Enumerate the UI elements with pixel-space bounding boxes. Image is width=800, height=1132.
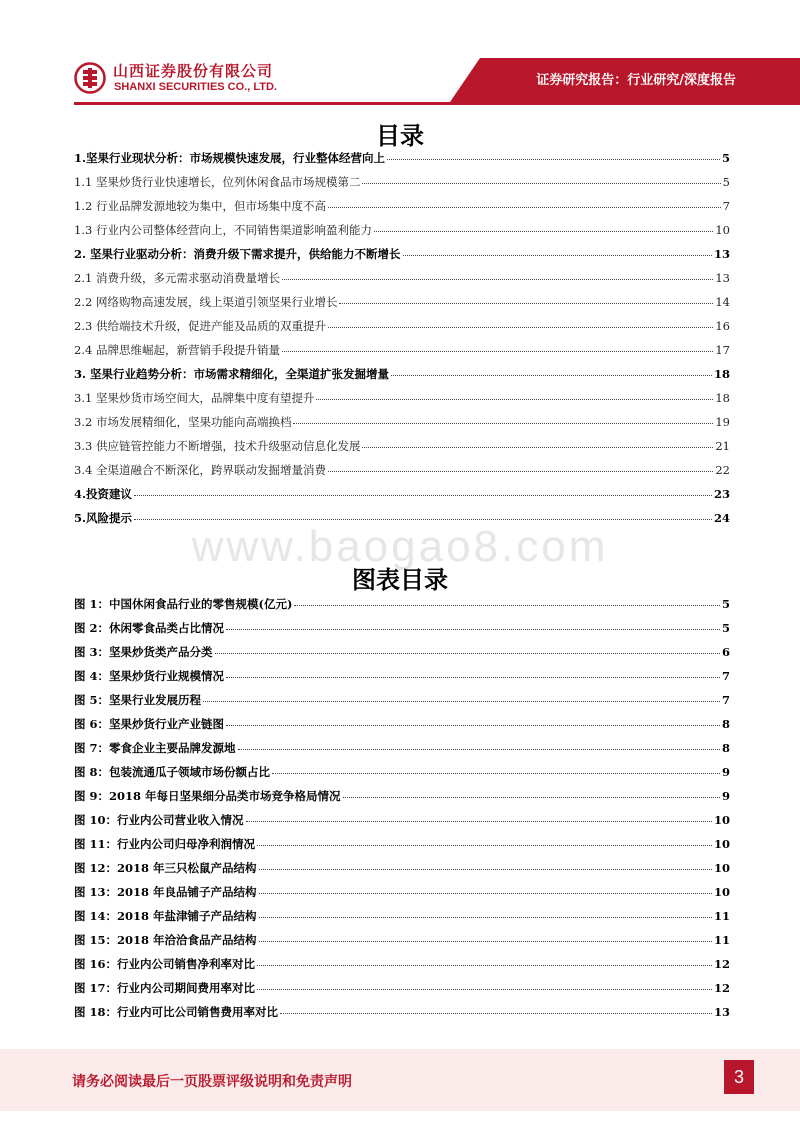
report-type: 证券研究报告：行业研究/深度报告 xyxy=(536,73,736,88)
figure-entry[interactable] xyxy=(74,716,730,740)
dot-leader xyxy=(226,677,720,678)
toc-entry-page: 5 xyxy=(721,151,730,165)
figure-entry[interactable] xyxy=(74,836,730,860)
dot-leader xyxy=(203,701,720,702)
toc-entry-page: 17 xyxy=(715,343,730,357)
toc-entry-title: 3.3 供应链管控能力不断增强，技术升级驱动信息化发展 xyxy=(74,439,361,453)
toc-entry-page: 14 xyxy=(715,295,730,309)
figure-entry[interactable] xyxy=(74,764,730,788)
dot-leader xyxy=(215,653,720,654)
toc-entry-page: 18 xyxy=(715,391,730,405)
toc-entry-title: 3.2 市场发展精细化，坚果功能向高端换档 xyxy=(74,415,292,429)
company-name-cn: 山西证券股份有限公司 xyxy=(113,62,274,80)
dot-leader xyxy=(272,773,720,774)
toc-entry[interactable] xyxy=(74,222,730,246)
toc-entry[interactable] xyxy=(74,462,730,486)
dot-leader xyxy=(328,471,713,472)
dot-leader xyxy=(259,869,712,870)
figure-entry-page: 8 xyxy=(721,717,730,731)
toc-entry-title: 2.2 网络购物高速发展，线上渠道引领坚果行业增长 xyxy=(74,295,338,309)
toc-entry[interactable] xyxy=(74,366,730,390)
figure-entry-title: 图 12：2018 年三只松鼠产品结构 xyxy=(74,861,257,875)
dot-leader xyxy=(362,447,713,448)
figure-entry-page: 10 xyxy=(713,885,730,899)
figure-entry[interactable] xyxy=(74,668,730,692)
company-name-en: SHANXI SECURITIES CO., LTD. xyxy=(114,81,277,93)
figure-entry[interactable] xyxy=(74,860,730,884)
dot-leader xyxy=(362,183,720,184)
toc-entry-title: 3.4 全渠道融合不断深化，跨界联动发掘增量消费 xyxy=(74,463,326,477)
dot-leader xyxy=(257,845,712,846)
toc-entry-title: 2.3 供给端技术升级，促进产能及品质的双重提升 xyxy=(74,319,326,333)
dot-leader xyxy=(282,279,713,280)
company-logo-icon xyxy=(74,62,106,94)
dot-leader xyxy=(259,941,712,942)
figure-entry[interactable] xyxy=(74,740,730,764)
toc-entry-title: 2. 坚果行业驱动分析：消费升级下需求提升，供给能力不断增长 xyxy=(74,247,401,261)
figure-entry-title: 图 16：行业内公司销售净利率对比 xyxy=(74,957,256,971)
figure-list-title: 图表目录 xyxy=(352,566,448,594)
figure-entry-title: 图 3：坚果炒货类产品分类 xyxy=(74,645,213,659)
toc-entry[interactable] xyxy=(74,198,730,222)
dot-leader xyxy=(339,303,713,304)
toc-entry-title: 2.1 消费升级，多元需求驱动消费量增长 xyxy=(74,271,280,285)
toc-entry[interactable] xyxy=(74,150,730,174)
dot-leader xyxy=(134,519,712,520)
figure-entry-title: 图 14：2018 年盐津铺子产品结构 xyxy=(74,909,257,923)
toc-entry-page: 13 xyxy=(713,247,730,261)
toc-entry-page: 7 xyxy=(722,199,730,213)
figure-entry[interactable] xyxy=(74,956,730,980)
figure-entry-page: 11 xyxy=(713,909,730,923)
dot-leader xyxy=(257,989,712,990)
figure-entry-page: 7 xyxy=(721,693,730,707)
toc-entry-page: 21 xyxy=(715,439,730,453)
figure-entry-page: 9 xyxy=(721,789,730,803)
dot-leader xyxy=(374,231,713,232)
figure-entry-title: 图 10：行业内公司营业收入情况 xyxy=(74,813,244,827)
figure-entry[interactable] xyxy=(74,980,730,1004)
toc-entry-page: 24 xyxy=(713,511,730,525)
toc-entry[interactable] xyxy=(74,438,730,462)
figure-entry[interactable] xyxy=(74,596,730,620)
dot-leader xyxy=(387,159,720,160)
figure-entry[interactable] xyxy=(74,620,730,644)
toc-entry-page: 23 xyxy=(713,487,730,501)
toc-entry-title: 3.1 坚果炒货市场空间大，品牌集中度有望提升 xyxy=(74,391,315,405)
toc-entry-title: 1.1 坚果炒货行业快速增长，位列休闲食品市场规模第二 xyxy=(74,175,361,189)
dot-leader xyxy=(293,423,713,424)
dot-leader xyxy=(246,821,712,822)
dot-leader xyxy=(226,629,720,630)
toc-entry-title: 3. 坚果行业趋势分析：市场需求精细化，全渠道扩张发掘增量 xyxy=(74,367,390,381)
figure-entry[interactable] xyxy=(74,692,730,716)
dot-leader xyxy=(328,327,713,328)
figure-entry-title: 图 6：坚果炒货行业产业链图 xyxy=(74,717,225,731)
figure-entry[interactable] xyxy=(74,812,730,836)
figure-entry-page: 11 xyxy=(713,933,730,947)
figure-entry-title: 图 18：行业内可比公司销售费用率对比 xyxy=(74,1005,279,1019)
toc-entry[interactable] xyxy=(74,246,730,270)
dot-leader xyxy=(391,375,712,376)
dot-leader xyxy=(257,965,712,966)
toc-entry[interactable] xyxy=(74,294,730,318)
figure-entry-page: 13 xyxy=(713,1005,730,1019)
figure-entry[interactable] xyxy=(74,884,730,908)
toc-entry-title: 1.2 行业品牌发源地较为集中，但市场集中度不高 xyxy=(74,199,326,213)
watermark: www.baogao8.com xyxy=(191,522,609,571)
dot-leader xyxy=(294,605,720,606)
figure-entry-page: 12 xyxy=(713,957,730,971)
toc-entry-title: 1.坚果行业现状分析：市场规模快速发展，行业整体经营向上 xyxy=(74,151,386,165)
figure-entry-page: 6 xyxy=(721,645,730,659)
figure-entry[interactable] xyxy=(74,1004,730,1028)
figure-entry-title: 图 15：2018 年洽洽食品产品结构 xyxy=(74,933,257,947)
dot-leader xyxy=(238,749,720,750)
figure-list xyxy=(74,596,730,1028)
page-header xyxy=(0,0,800,108)
toc-entry[interactable] xyxy=(74,342,730,366)
figure-entry-title: 图 4：坚果炒货行业规模情况 xyxy=(74,669,225,683)
toc-title: 目录 xyxy=(376,122,424,150)
header-divider xyxy=(74,102,800,105)
dot-leader xyxy=(259,893,712,894)
dot-leader xyxy=(259,917,712,918)
dot-leader xyxy=(403,255,712,256)
dot-leader xyxy=(226,725,720,726)
toc-entry[interactable] xyxy=(74,270,730,294)
toc-entry[interactable] xyxy=(74,414,730,438)
toc-entry-title: 1.3 行业内公司整体经营向上，不同销售渠道影响盈利能力 xyxy=(74,223,372,237)
figure-entry-page: 10 xyxy=(713,813,730,827)
figure-entry-page: 10 xyxy=(713,837,730,851)
dot-leader xyxy=(328,207,721,208)
toc-entry-page: 19 xyxy=(715,415,730,429)
figure-entry-page: 5 xyxy=(721,621,730,635)
toc-entry-title: 5.风险提示 xyxy=(74,511,133,525)
toc-entry-title: 2.4 品牌思维崛起，新营销手段提升销量 xyxy=(74,343,280,357)
figure-entry[interactable] xyxy=(74,644,730,668)
toc-entry-page: 22 xyxy=(715,463,730,477)
figure-entry[interactable] xyxy=(74,932,730,956)
toc-entry-page: 16 xyxy=(715,319,730,333)
figure-entry-title: 图 1：中国休闲食品行业的零售规模(亿元) xyxy=(74,597,293,611)
dot-leader xyxy=(280,1013,712,1014)
toc-list xyxy=(74,150,730,534)
figure-entry-title: 图 8：包装流通瓜子领域市场份额占比 xyxy=(74,765,271,779)
figure-entry[interactable] xyxy=(74,788,730,812)
figure-entry-title: 图 5：坚果行业发展历程 xyxy=(74,693,202,707)
toc-entry-title: 4.投资建议 xyxy=(74,487,133,501)
figure-entry-title: 图 13：2018 年良品铺子产品结构 xyxy=(74,885,257,899)
disclaimer[interactable]: 请务必阅读最后一页股票评级说明和免责声明 xyxy=(72,1074,352,1090)
page-number: 3 xyxy=(724,1060,754,1094)
figure-entry[interactable] xyxy=(74,908,730,932)
dot-leader xyxy=(316,399,713,400)
figure-entry-title: 图 11：行业内公司归母净利润情况 xyxy=(74,837,256,851)
figure-entry-title: 图 17：行业内公司期间费用率对比 xyxy=(74,981,256,995)
figure-entry-page: 10 xyxy=(713,861,730,875)
figure-entry-title: 图 9：2018 年每日坚果细分品类市场竞争格局情况 xyxy=(74,789,341,803)
figure-entry-page: 7 xyxy=(721,669,730,683)
figure-entry-title: 图 2：休闲零食品类占比情况 xyxy=(74,621,225,635)
toc-entry[interactable] xyxy=(74,486,730,510)
toc-entry[interactable] xyxy=(74,318,730,342)
dot-leader xyxy=(134,495,712,496)
toc-entry-page: 13 xyxy=(715,271,730,285)
toc-entry[interactable] xyxy=(74,390,730,414)
figure-entry-title: 图 7：零食企业主要品牌发源地 xyxy=(74,741,236,755)
toc-entry-page: 5 xyxy=(722,175,730,189)
toc-entry-page: 10 xyxy=(715,223,730,237)
toc-entry-page: 18 xyxy=(713,367,730,381)
dot-leader xyxy=(343,797,720,798)
toc-entry[interactable] xyxy=(74,174,730,198)
figure-entry-page: 9 xyxy=(721,765,730,779)
figure-entry-page: 8 xyxy=(721,741,730,755)
dot-leader xyxy=(282,351,713,352)
figure-entry-page: 12 xyxy=(713,981,730,995)
figure-entry-page: 5 xyxy=(721,597,730,611)
